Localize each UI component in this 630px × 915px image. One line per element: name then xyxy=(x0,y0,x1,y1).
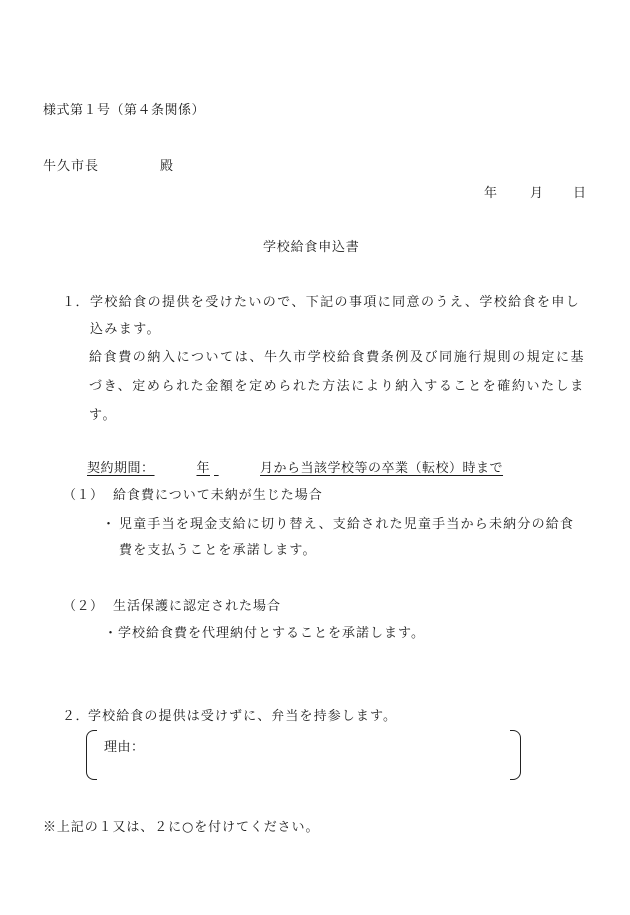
date-year: 年 xyxy=(484,186,498,201)
section2-number: ２． xyxy=(62,709,90,724)
section2-text: 学校給食の提供は受けずに、弁当を持参します。 xyxy=(88,709,398,724)
item1-bullet: ・ xyxy=(102,517,116,532)
date-month: 月 xyxy=(530,186,544,201)
date-day: 日 xyxy=(573,186,587,201)
item1-text-line1: 児童手当を現金支給に切り替え、支給された児童手当から未納分の給食 xyxy=(119,517,575,532)
contract-year: 年 xyxy=(196,461,210,476)
addressee-name: 牛久市長 xyxy=(43,159,100,174)
reason-bracket-left xyxy=(86,730,97,780)
document-title: 学校給食申込書 xyxy=(263,240,360,255)
item2-text: ・学校給食費を代理納付とすることを承諾します。 xyxy=(104,626,425,641)
footnote: ※上記の１又は、２に○を付けてください。 xyxy=(43,820,320,835)
reason-label: 理由： xyxy=(104,740,145,755)
item1-heading: 給食費について未納が生じた場合 xyxy=(113,488,323,503)
reason-bracket-right xyxy=(510,730,521,780)
addressee-honorific: 殿 xyxy=(160,159,174,174)
contract-year-blank xyxy=(214,462,260,475)
section1-number: １． xyxy=(62,295,90,310)
item2-heading: 生活保護に認定された場合 xyxy=(113,599,282,614)
section1-line1: 学校給食の提供を受けたいので、下記の事項に同意のうえ、学校給食を申し xyxy=(90,295,581,310)
item2-number: （２） xyxy=(63,599,104,614)
section1-line2: 込みます。 xyxy=(90,322,161,337)
item1-text-line2: 費を支払うことを承諾します。 xyxy=(119,543,317,558)
payment-paragraph: 給食費の納入については、牛久市学校給食費条例及び同施行規則の規定に基づき、定められた金額を定められた方法により納入することを確約いたします。 xyxy=(89,350,586,423)
contract-period-text: 月から当該学校等の卒業（転校）時まで xyxy=(260,461,504,476)
item1-number: （１） xyxy=(63,488,104,503)
form-number: 様式第１号（第４条関係） xyxy=(43,103,206,118)
contract-label: 契約期間： xyxy=(87,461,155,476)
